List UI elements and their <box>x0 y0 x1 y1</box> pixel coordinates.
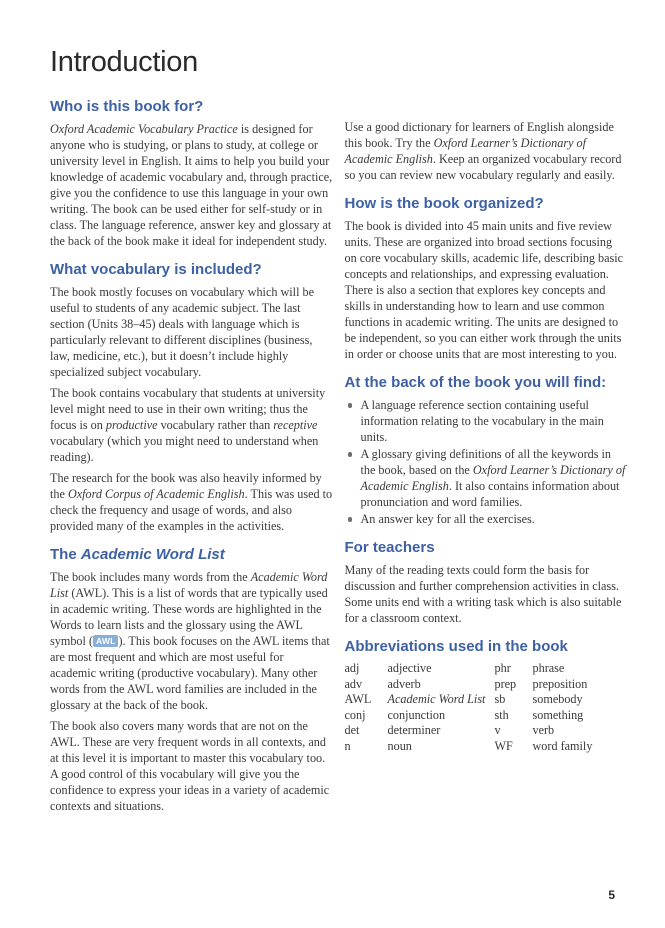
text-run: verb <box>532 723 555 737</box>
paragraph <box>345 119 628 183</box>
meaning-cell <box>388 739 495 755</box>
text-run: somebody <box>532 692 583 706</box>
section-heading <box>50 261 333 279</box>
paragraph <box>50 569 333 713</box>
abbrev-cell <box>345 661 388 677</box>
abbrev-cell <box>495 661 533 677</box>
abbrev-cell <box>495 739 533 755</box>
text-run: word family <box>532 738 593 753</box>
text-run: adv <box>344 676 363 691</box>
section-heading <box>50 98 333 116</box>
page-number: 5 <box>608 888 615 902</box>
section-heading <box>345 539 628 557</box>
text-run: adjective <box>387 661 432 675</box>
text-run: The book mostly focuses on vocabulary which will be useful to students of any academic subject. The last section (Units 38–45) deals with language which is particularly relevant to different disciplines (business, law, medicine, etc.), but it doesn’t include highly specialized subject vocabulary. <box>50 285 315 379</box>
meaning-cell <box>388 708 495 724</box>
meaning-cell <box>533 739 628 755</box>
paragraph <box>50 121 333 249</box>
bullet-item <box>345 446 628 510</box>
abbrev-cell <box>495 692 533 708</box>
bullet-list <box>345 397 628 527</box>
text-run: The research for the book was also heavily informed by the <box>50 471 322 501</box>
table-row <box>345 677 628 693</box>
text-run: Oxford Learner’s Dictionary of Academic English <box>360 463 626 493</box>
abbreviations-table <box>345 661 628 754</box>
text-run: is designed for anyone who is studying, or plans to study, at college or university level in English. It aims to help you build your knowledge of academic vocabulary and, through practice, give you the confidence to use this language in your own writing. The book can be used either for self-study or in class. The language reference, answer key and glossary at the back of the book make it ideal for independent study. <box>50 122 333 248</box>
text-run: v <box>494 723 501 737</box>
text-run: determiner <box>387 723 441 737</box>
text-run: An answer key for all the exercises. <box>360 512 535 526</box>
abbrev-cell <box>495 677 533 693</box>
text-run: The book is divided into 45 main units and five review units. These are organized into broad sections focusing on core vocabulary skills, academic life, describing basic concepts and relationships, and expressing evaluation. There is also a section that explores key concepts and skills in understanding how to learn and use common functions in academic writing. The units are designed to be independent, so you can either work through the units in order or choose units that are most interesting to you. <box>344 219 624 361</box>
text-run: Many of the reading texts could form the basis for discussion and further comprehension activities in class. Some units end with a writing task which is also suitable for a classroom context. <box>344 563 622 625</box>
text-run: At the back of the book you will find: <box>344 374 607 391</box>
section-heading <box>345 638 628 656</box>
bullet-item <box>345 511 628 527</box>
bullet-icon <box>348 452 353 457</box>
meaning-cell <box>533 692 628 708</box>
text-run: noun <box>387 738 412 753</box>
text-run: What vocabulary is included? <box>50 261 262 278</box>
meaning-cell <box>533 661 628 677</box>
text-run: det <box>344 723 360 737</box>
text-run: The book contains vocabulary that students at university level might need to use in their own writing; thus the focus is on <box>50 386 326 432</box>
bullet-icon <box>348 403 353 408</box>
two-column-layout <box>50 98 627 819</box>
text-run: phrase <box>532 661 565 675</box>
right-column <box>345 98 628 754</box>
table-row <box>345 723 628 739</box>
section-heading <box>345 195 628 213</box>
text-run: The book includes many words from the <box>50 570 251 584</box>
table-row <box>345 661 628 677</box>
text-run: Use a good dictionary for learners of English alongside this book. Try the <box>344 120 614 150</box>
paragraph <box>50 470 333 534</box>
text-run: n <box>344 738 351 753</box>
text-run: For teachers <box>344 539 435 556</box>
left-column <box>50 98 333 819</box>
text-run: prep <box>494 676 517 691</box>
abbrev-cell <box>345 723 388 739</box>
text-run: The book also covers many words that are not on the AWL. These are very frequent words in all contexts, and at this level it is important to master this vocabulary too. A good control of this vocabulary will give you the confidence to express your ideas in a variety of academic contexts and situations. <box>50 719 330 813</box>
text-run: . It also contains information about pronunciation and word families. <box>360 479 620 509</box>
text-run: A language reference section containing useful information relating to the vocabulary in the main units. <box>360 398 604 444</box>
text-run: Oxford Corpus of Academic English <box>67 487 245 501</box>
text-run: Who is this book for? <box>50 98 204 115</box>
text-run: ). This book focuses on the AWL items that are most frequent and which are most useful for academic writing (productive vocabulary). Many other words from the AWL word families are included in the glossary at the back of the book. <box>50 634 330 712</box>
text-run: Academic Word List <box>50 570 328 600</box>
text-run: vocabulary (which you might need to understand when reading). <box>50 434 319 464</box>
text-run: A glossary giving definitions of all the keywords in the book, based on the <box>360 447 611 477</box>
text-run: Oxford Academic Vocabulary Practice <box>50 122 238 136</box>
text-run: productive <box>105 418 158 432</box>
paragraph <box>345 562 628 626</box>
text-run: sth <box>494 707 509 722</box>
abbrev-cell <box>345 677 388 693</box>
text-run: Academic Word List <box>387 692 486 706</box>
section-heading <box>50 546 333 564</box>
section-heading <box>345 374 628 392</box>
meaning-cell <box>533 708 628 724</box>
awl-badge-icon: AWL <box>93 635 118 647</box>
abbrev-cell <box>495 708 533 724</box>
text-run: AWL <box>344 692 372 706</box>
table-row <box>345 692 628 708</box>
meaning-cell <box>388 692 495 708</box>
text-run: How is the book organized? <box>344 195 544 212</box>
text-run: Academic Word List <box>80 546 225 563</box>
meaning-cell <box>388 661 495 677</box>
text-run: Oxford Learner’s Dictionary of Academic English <box>344 136 587 166</box>
text-run: phr <box>494 661 511 675</box>
text-run: WF <box>494 738 513 753</box>
meaning-cell <box>388 677 495 693</box>
text-run: preposition <box>532 676 588 691</box>
paragraph <box>50 385 333 465</box>
table-row <box>345 708 628 724</box>
paragraph <box>50 718 333 814</box>
paragraph <box>50 284 333 380</box>
text-run: receptive <box>273 418 318 432</box>
abbrev-cell <box>345 739 388 755</box>
table-row <box>345 739 628 755</box>
text-run: conj <box>344 707 366 722</box>
text-run: The <box>50 546 81 563</box>
text-run: adj <box>344 661 360 675</box>
paragraph <box>345 218 628 362</box>
bullet-icon <box>348 517 353 522</box>
meaning-cell <box>533 677 628 693</box>
meaning-cell <box>388 723 495 739</box>
text-run: vocabulary rather than <box>157 418 274 432</box>
abbrev-cell <box>495 723 533 739</box>
text-run: Abbreviations used in the book <box>344 638 568 655</box>
text-run: (AWL). This is a list of words that are typically used in academic writing. These words are highlighted in the Words to learn lists and the glossary using the AWL symbol ( <box>50 586 328 648</box>
text-run: adverb <box>387 676 421 691</box>
meaning-cell <box>533 723 628 739</box>
text-run: something <box>532 707 584 722</box>
page-title: Introduction <box>50 46 198 78</box>
text-run: conjunction <box>387 707 446 722</box>
text-run: . Keep an organized vocabulary record so you can review new vocabulary regularly and easily. <box>344 152 622 182</box>
text-run: sb <box>494 692 506 706</box>
bullet-item <box>345 397 628 445</box>
abbrev-cell <box>345 692 388 708</box>
text-run: . This was used to check the frequency and usage of words, and also provided many of the examples in the activities. <box>50 487 333 533</box>
abbrev-cell <box>345 708 388 724</box>
